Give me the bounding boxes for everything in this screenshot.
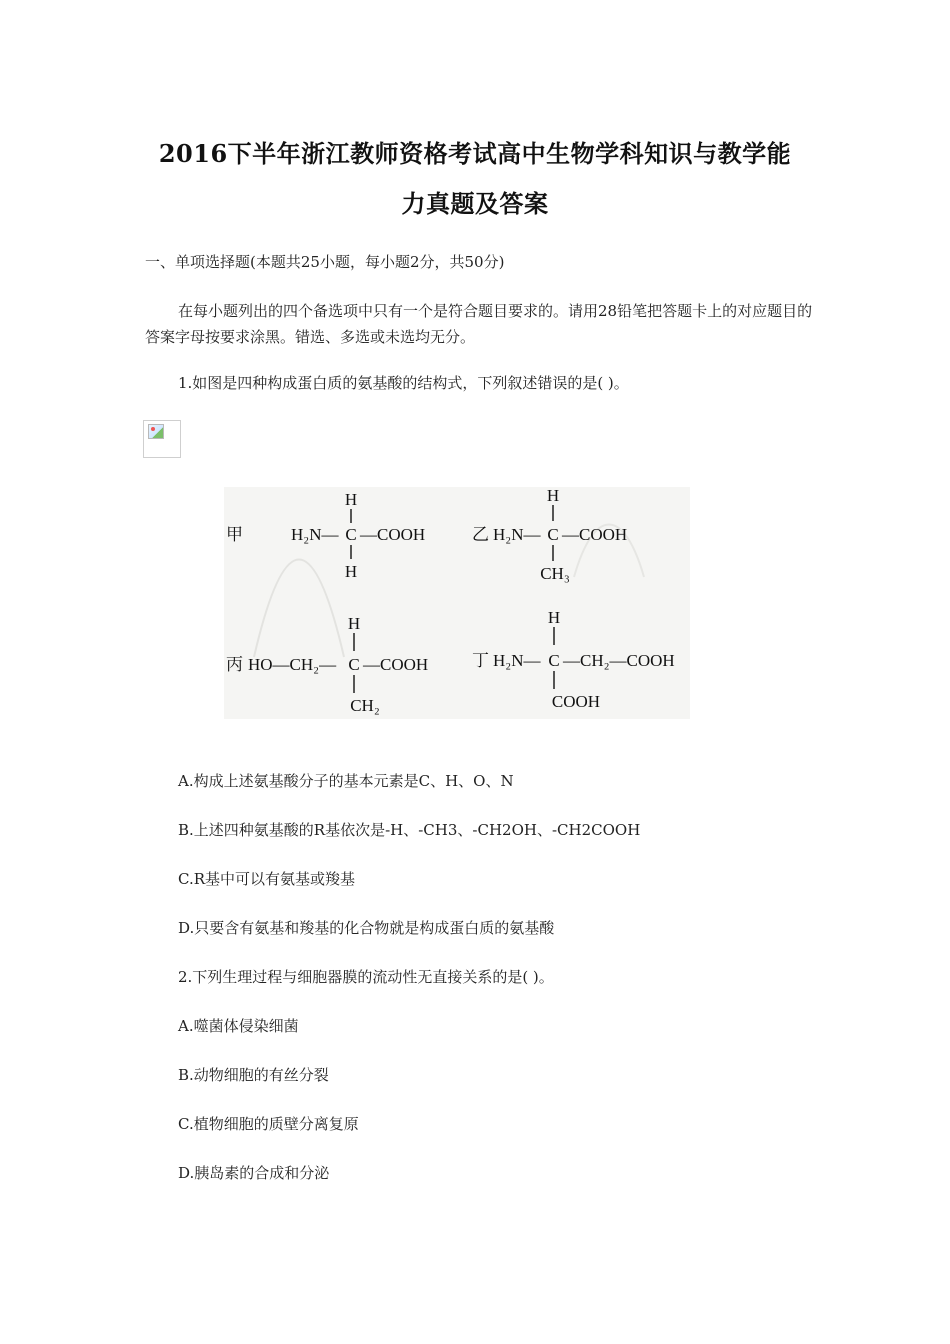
bing-central-carbon: C — [348, 655, 360, 674]
jia-central-carbon: C — [345, 525, 357, 544]
label-ding: 丁 — [472, 651, 489, 671]
section-heading: 一、单项选择题(本题共25小题，每小题2分，共50分) — [145, 253, 505, 271]
yi-central-carbon: C — [547, 525, 559, 544]
label-bing: 丙 — [226, 655, 243, 675]
document-title-line-1: 2016下半年浙江教师资格考试高中生物学科知识与教学能 — [158, 139, 792, 168]
structure-ding — [493, 608, 675, 711]
yi-right-group: —COOH — [562, 525, 628, 544]
jia-top-atom: H — [344, 490, 358, 509]
bing-right-group: —COOH — [363, 655, 429, 674]
document-title-line-2: 力真题及答案 — [401, 189, 549, 218]
question-1-option-b: B.上述四种氨基酸的R基依次是-H、-CH3、-CH2OH、-CH2COOH — [178, 821, 641, 839]
ding-left-group: H₂N— — [493, 651, 541, 670]
ding-central-carbon: C — [548, 651, 560, 670]
jia-left-group: H₂N— — [291, 525, 339, 544]
bing-top-atom: H — [347, 614, 361, 633]
yi-left-group: H₂N— — [493, 525, 541, 544]
instructions-paragraph: 在每小题列出的四个备选项中只有一个是符合题目要求的。请用28铅笔把答题卡上的对应题目的答案字母按要求涂黑。错选、多选或未选均无分。 — [145, 302, 813, 346]
structure-bing — [248, 614, 428, 715]
ding-top-atom: H — [547, 608, 561, 627]
question-2-option-b: B.动物细胞的有丝分裂 — [178, 1066, 329, 1084]
question-2-option-d: D.胰岛素的合成和分泌 — [178, 1164, 330, 1182]
question-2-stem: 2.下列生理过程与细胞器膜的流动性无直接关系的是( )。 — [178, 968, 554, 986]
question-2-option-c: C.植物细胞的质壁分离复原 — [178, 1115, 359, 1133]
ding-bottom-group: COOH — [551, 692, 601, 711]
bing-left-group: HO—CH₂— — [248, 655, 337, 674]
broken-image-icon — [143, 420, 181, 458]
ding-right-group: —CH₂—COOH — [563, 651, 675, 670]
question-1-option-d: D.只要含有氨基和羧基的化合物就是构成蛋白质的氨基酸 — [178, 919, 555, 937]
label-jia: 甲 — [226, 525, 243, 545]
bing-bottom-group: CH₂ — [350, 696, 380, 715]
question-1-stem: 1.如图是四种构成蛋白质的氨基酸的结构式，下列叙述错误的是( )。 — [178, 374, 629, 392]
structure-yi — [493, 487, 627, 583]
jia-right-group: —COOH — [360, 525, 426, 544]
question-1-option-c: C.R基中可以有氨基或羧基 — [178, 870, 356, 888]
yi-top-atom: H — [546, 487, 560, 505]
question-2-option-a: A.噬菌体侵染细菌 — [178, 1017, 299, 1035]
jia-bottom-group: H — [344, 562, 358, 581]
amino-acid-structures-figure — [224, 487, 690, 719]
label-yi: 乙 — [472, 525, 489, 545]
yi-bottom-group: CH₃ — [540, 564, 570, 583]
question-1-option-a: A.构成上述氨基酸分子的基本元素是C、H、O、N — [178, 772, 514, 790]
